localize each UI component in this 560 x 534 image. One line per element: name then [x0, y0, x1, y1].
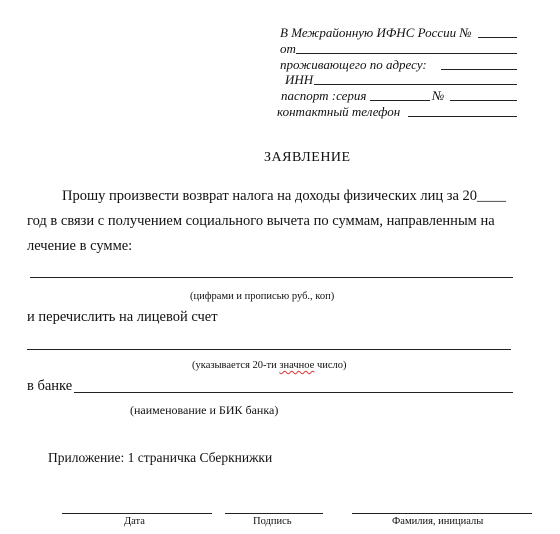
- header-address-line: [280, 57, 427, 72]
- header-passport-number-text: №: [432, 88, 445, 103]
- amount-hint: (цифрами и прописью руб., коп): [190, 291, 335, 302]
- document-title: ЗАЯВЛЕНИЕ: [264, 150, 351, 165]
- bank-label: в банке: [27, 378, 73, 394]
- header-ifns-text: В Межрайонную ИФНС России №: [280, 25, 472, 40]
- header-ifns-blank: [478, 37, 517, 38]
- amount-blank-line: [30, 277, 513, 278]
- header-passport-number-sign: [432, 88, 444, 103]
- date-blank-line: [62, 513, 212, 514]
- header-passport-number-blank: [450, 100, 517, 101]
- header-passport-line: [281, 88, 366, 103]
- header-passport-text: паспорт :серия: [281, 88, 367, 103]
- header-inn-text: ИНН: [285, 72, 314, 87]
- attachment-note: Приложение: 1 страничка Сберкнижки: [48, 450, 273, 465]
- account-hint-suffix: число): [314, 360, 347, 371]
- transfer-label: и перечислить на лицевой счет: [27, 309, 218, 325]
- date-caption: Дата: [124, 516, 145, 527]
- header-address-text: проживающего по адресу:: [280, 57, 427, 72]
- account-hint: [192, 360, 346, 371]
- header-from-text: от: [280, 41, 296, 56]
- name-blank-line: [352, 513, 532, 514]
- bank-hint: (наименование и БИК банка): [130, 403, 279, 417]
- bank-blank-line: [74, 392, 513, 393]
- header-from-blank: [296, 53, 517, 54]
- header-phone-text: контактный телефон: [277, 104, 401, 119]
- account-blank-line: [27, 349, 511, 350]
- signature-blank-line: [225, 513, 323, 514]
- header-passport-series-blank: [370, 100, 430, 101]
- name-caption: Фамилия, инициалы: [392, 516, 484, 527]
- signature-caption: Подпись: [253, 516, 292, 527]
- header-phone-blank: [408, 116, 517, 117]
- paragraph-line-1: Прошу произвести возврат налога на доходы физических лиц за 20____: [62, 188, 507, 204]
- paragraph-line-2: год в связи с получением социального вычета по суммам, направленным на: [27, 213, 495, 229]
- header-ifns-line: [280, 25, 472, 40]
- paragraph-line-3: лечение в сумме:: [27, 238, 133, 254]
- header-inn-blank: [314, 84, 517, 85]
- header-address-blank: [441, 69, 517, 70]
- header-phone-line: [277, 104, 400, 119]
- header-from-line: [280, 41, 296, 56]
- header-inn-line: [285, 72, 313, 87]
- account-hint-wavy-word: значное: [279, 360, 315, 371]
- account-hint-prefix: (указывается 20-ти: [192, 360, 280, 371]
